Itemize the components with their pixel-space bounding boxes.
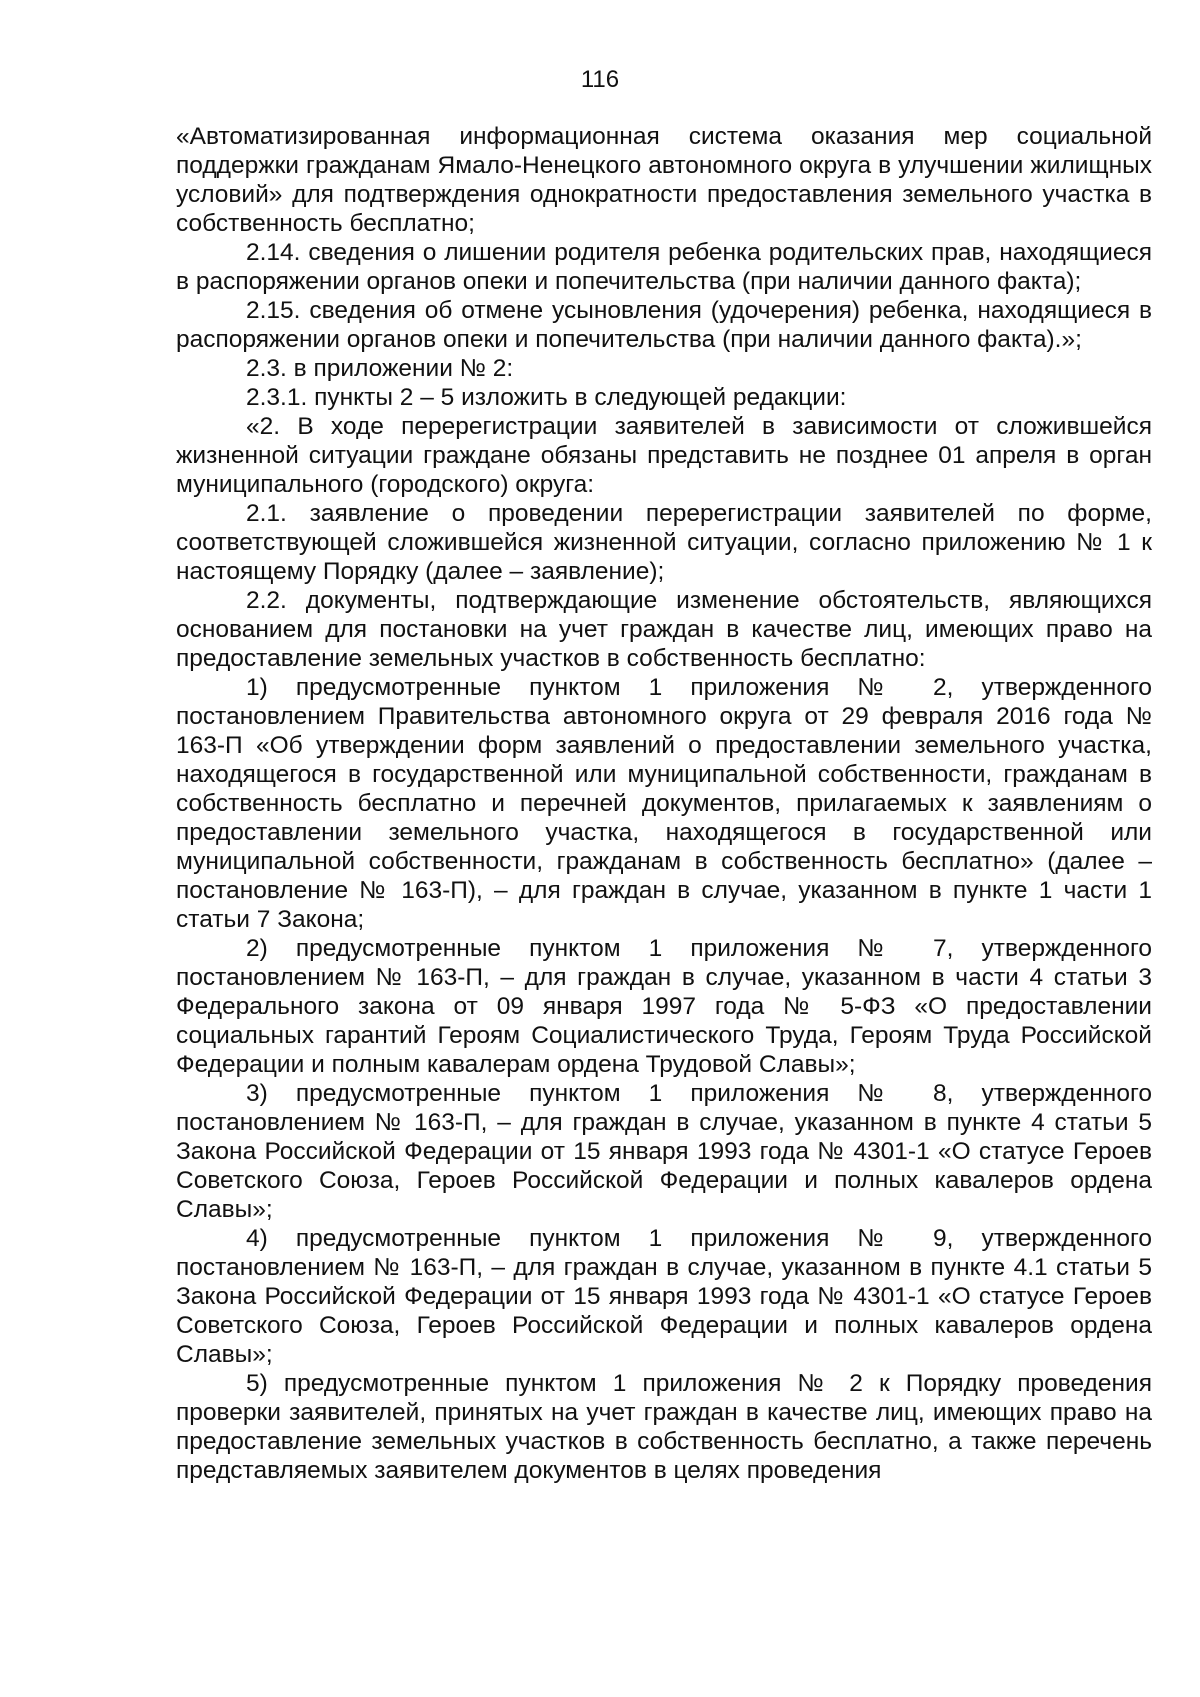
- document-body: [176, 122, 1152, 1485]
- paragraph-item-2-3-1: 2.3.1. пункты 2 – 5 изложить в следующей редакции:: [246, 384, 847, 411]
- paragraph-continuation: «Автоматизированная информационная система оказания мер социальной поддержки гражданам Ямало-Ненецкого автономного округа в улучшении жилищных условий» для подтверждения однократности предоставления земельного участка в собственность бесплатно;: [176, 123, 1152, 237]
- paragraph-item-2-3: 2.3. в приложении № 2:: [246, 355, 514, 382]
- paragraph-subpoint-3: 3) предусмотренные пунктом 1 приложения № 8, утвержденного постановлением № 163-П, – для граждан в случае, указанном в пункте 4 статьи 5 Закона Российской Федерации от 15 января 1993 года № 4301-1 «О статусе Героев Советского Союза, Героев Российской Федерации и полных кавалеров ордена Славы»;: [176, 1080, 1152, 1223]
- paragraph-subpoint-2: 2) предусмотренные пунктом 1 приложения № 7, утвержденного постановлением № 163-П, – для граждан в случае, указанном в части 4 статьи 3 Федерального закона от 09 января 1997 года № 5-ФЗ «О предоставлении социальных гарантий Героям Социалистического Труда, Героям Труда Российской Федерации и полным кавалерам ордена Трудовой Славы»;: [176, 935, 1152, 1078]
- paragraph-item-2-14: 2.14. сведения о лишении родителя ребенка родительских прав, находящиеся в распоряжении органов опеки и попечительства (при наличии данного факта);: [176, 239, 1152, 295]
- paragraph-subpoint-5: 5) предусмотренные пунктом 1 приложения № 2 к Порядку проведения проверки заявителей, принятых на учет граждан в качестве лиц, имеющих право на предоставление земельных участков в собственность бесплатно, а также перечень представляемых заявителем документов в целях проведения: [176, 1370, 1152, 1484]
- paragraph-subpoint-4: 4) предусмотренные пунктом 1 приложения № 9, утвержденного постановлением № 163-П, – для граждан в случае, указанном в пункте 4.1 статьи 5 Закона Российской Федерации от 15 января 1993 года № 4301-1 «О статусе Героев Советского Союза, Героев Российской Федерации и полных кавалеров ордена Славы»;: [176, 1225, 1152, 1368]
- paragraph-item-2-15: 2.15. сведения об отмене усыновления (удочерения) ребенка, находящиеся в распоряжении органов опеки и попечительства (при наличии данного факта).»;: [176, 297, 1152, 353]
- page-number: 116: [580, 66, 620, 93]
- paragraph-point-2-1: 2.1. заявление о проведении перерегистрации заявителей по форме, соответствующей сложившейся жизненной ситуации, согласно приложению № 1 к настоящему Порядку (далее – заявление);: [176, 500, 1152, 585]
- paragraph-subpoint-1: 1) предусмотренные пунктом 1 приложения № 2, утвержденного постановлением Правительства автономного округа от 29 февраля 2016 года № 163-П «Об утверждении форм заявлений о предоставлении земельного участка, находящегося в государственной или муниципальной собственности, гражданам в собственность бесплатно и перечней документов, прилагаемых к заявлениям о предоставлении земельного участка, находящегося в государственной или муниципальной собственности, гражданам в собственность бесплатно» (далее – постановление № 163-П), – для граждан в случае, указанном в пункте 1 части 1 статьи 7 Закона;: [176, 674, 1152, 933]
- paragraph-point-2: «2. В ходе перерегистрации заявителей в зависимости от сложившейся жизненной ситуации граждане обязаны представить не позднее 01 апреля в орган муниципального (городского) округа:: [176, 413, 1152, 498]
- paragraph-point-2-2: 2.2. документы, подтверждающие изменение обстоятельств, являющихся основанием для постановки на учет граждан в качестве лиц, имеющих право на предоставление земельных участков в собственность бесплатно:: [176, 587, 1152, 672]
